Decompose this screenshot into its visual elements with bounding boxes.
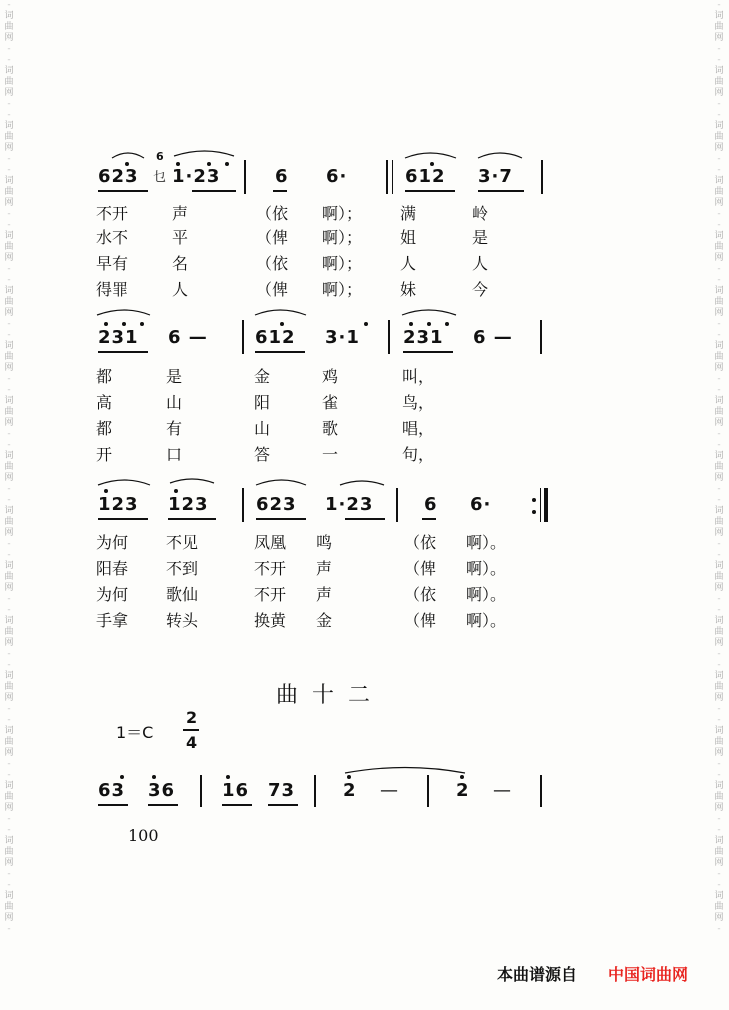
watermark-char: 曲	[4, 77, 14, 87]
lyric-word: （俾	[256, 228, 289, 247]
lyric-word: 为何	[96, 585, 129, 604]
watermark-char: 网	[714, 583, 724, 593]
underline	[405, 190, 455, 192]
lyric-word: 转头	[166, 611, 199, 630]
watermark-char: 词	[714, 726, 724, 736]
watermark-char: 词	[4, 341, 14, 351]
watermark-char: 曲	[714, 132, 724, 142]
watermark-char: 网	[714, 88, 724, 98]
watermark-char: 词	[4, 616, 14, 626]
lyric-word: 人	[172, 280, 189, 299]
watermark-char: 词	[4, 286, 14, 296]
underline	[98, 190, 148, 192]
watermark-char: 词	[4, 231, 14, 241]
lyric-word: 啊）；	[322, 228, 363, 247]
lyric-word: 鸡	[322, 367, 339, 386]
watermark-char: 词	[714, 231, 724, 241]
underline	[273, 190, 287, 192]
watermark-char: 词	[714, 561, 724, 571]
watermark-char: 词	[714, 671, 724, 681]
lyric-word: 水不	[96, 228, 129, 247]
note: 2	[343, 780, 357, 801]
lyric-word: 名	[172, 254, 189, 273]
watermark-char: 词	[4, 176, 14, 186]
key-signature: 1＝C	[116, 723, 154, 742]
slur	[256, 480, 306, 485]
page-number: 100	[128, 826, 159, 845]
barline	[244, 160, 246, 194]
lyric-word: 唱，	[402, 419, 435, 438]
watermark-char: 网	[4, 528, 14, 538]
underline	[98, 518, 148, 520]
lyric-word: （依	[404, 533, 437, 552]
watermark-char: 曲	[4, 902, 14, 912]
lyric-word: 声	[316, 585, 333, 604]
watermark-char: 词	[714, 836, 724, 846]
watermark-char: 网	[4, 748, 14, 758]
watermark-char: 网	[714, 803, 724, 813]
lyric-word: 妹	[400, 280, 417, 299]
watermark-char: 网	[714, 143, 724, 153]
time-signature-line	[183, 729, 199, 731]
watermark-char: 词	[714, 891, 724, 901]
lyric-word: 都	[96, 419, 113, 438]
lyric-word: 啊）。	[466, 585, 507, 604]
watermark-char: 网	[714, 253, 724, 263]
watermark-char: 网	[4, 33, 14, 43]
lyric-word: 阳	[254, 393, 271, 412]
barline	[540, 775, 542, 807]
dash: —	[380, 780, 399, 801]
watermark-char: 曲	[4, 187, 14, 197]
barline	[427, 775, 429, 807]
watermark-char: 曲	[4, 242, 14, 252]
note-group: 63	[98, 780, 126, 801]
repeat-dot	[532, 498, 536, 502]
lyric-word: 得罪	[96, 280, 129, 299]
lyric-word: 高	[96, 393, 113, 412]
lyric-word: 人	[472, 254, 489, 273]
watermark-char: 曲	[4, 22, 14, 32]
watermark-char: 曲	[714, 737, 724, 747]
watermark-char: 词	[4, 561, 14, 571]
watermark-char: 词	[714, 396, 724, 406]
note-group: 612	[405, 166, 446, 187]
lyric-word: 不见	[166, 533, 199, 552]
time-signature-bottom: 4	[186, 733, 198, 752]
note-group: 36	[148, 780, 176, 801]
watermark-char: 词	[4, 836, 14, 846]
watermark-char: 曲	[714, 682, 724, 692]
ornament-mark: 乜	[153, 170, 167, 185]
slur	[405, 153, 456, 158]
watermark-char: 网	[4, 363, 14, 373]
watermark-char: 曲	[714, 22, 724, 32]
watermark-char: 词	[714, 11, 724, 21]
slur	[345, 768, 465, 774]
underline	[192, 190, 236, 192]
barline	[242, 488, 244, 522]
lyric-word: （依	[256, 254, 289, 273]
watermark-char: 曲	[4, 352, 14, 362]
watermark-char: 词	[4, 891, 14, 901]
note-group: 3·7	[478, 166, 513, 187]
note-group: 1·23	[325, 494, 374, 515]
lyric-word: 啊）；	[322, 280, 363, 299]
watermark-char: 网	[4, 88, 14, 98]
lyric-word: （依	[256, 204, 289, 223]
watermark-char: 词	[4, 396, 14, 406]
note-group: 623	[256, 494, 297, 515]
slur	[97, 310, 150, 315]
source-site-link[interactable]: 中国词曲网	[608, 965, 689, 984]
note: 2	[456, 780, 470, 801]
lyric-word: 阳春	[96, 559, 129, 578]
lyric-word: 是	[166, 367, 183, 386]
lyric-word: 凤凰	[254, 533, 287, 552]
lyric-word: 句，	[402, 445, 435, 464]
underline	[268, 804, 298, 806]
underline	[403, 351, 453, 353]
underline	[422, 518, 436, 520]
lyric-word: 鸟，	[402, 393, 435, 412]
watermark-char: 曲	[4, 792, 14, 802]
watermark-char: 网	[714, 198, 724, 208]
watermark-char: 词	[714, 506, 724, 516]
watermark-char: 曲	[4, 737, 14, 747]
repeat-barline	[540, 488, 541, 522]
note-group: 3·1	[325, 327, 360, 348]
barline	[242, 320, 244, 354]
lyric-word: 声	[172, 204, 189, 223]
watermark-char: 曲	[714, 187, 724, 197]
watermark-char: 网	[714, 418, 724, 428]
watermark-char: 词	[714, 176, 724, 186]
lyric-word: 啊）；	[322, 254, 363, 273]
watermark-char: 词	[4, 11, 14, 21]
song-title: 曲十二	[276, 683, 385, 708]
lyric-word: 手拿	[96, 611, 129, 630]
watermark-char: 网	[714, 913, 724, 923]
watermark-char: 曲	[714, 517, 724, 527]
slur	[478, 153, 522, 158]
watermark-char: 曲	[4, 572, 14, 582]
slur	[402, 310, 456, 315]
watermark-char: 曲	[4, 847, 14, 857]
lyric-word: 人	[400, 254, 417, 273]
watermark-char: 曲	[4, 462, 14, 472]
source-label: 本曲谱源自	[497, 965, 578, 984]
lyric-word: 金	[316, 611, 333, 630]
watermark-char: 曲	[714, 297, 724, 307]
lyric-word: 平	[172, 228, 189, 247]
watermark-char: 网	[4, 198, 14, 208]
watermark-char: 曲	[714, 462, 724, 472]
note-group: 231	[403, 327, 444, 348]
note-group: 6 —	[473, 327, 513, 348]
lyric-word: 早有	[96, 254, 129, 273]
lyric-word: 姐	[400, 228, 417, 247]
barline	[540, 320, 542, 354]
lyric-word: 为何	[96, 533, 129, 552]
underline	[478, 190, 524, 192]
note-group: 73	[268, 780, 296, 801]
watermark-char: 曲	[714, 352, 724, 362]
watermark-char: 网	[4, 858, 14, 868]
slur	[255, 310, 306, 315]
watermark-char: 曲	[714, 792, 724, 802]
lyric-word: （俾	[404, 559, 437, 578]
watermark-char: 词	[714, 616, 724, 626]
watermark-char: 网	[714, 528, 724, 538]
slur	[170, 479, 214, 483]
lyric-word: 不到	[166, 559, 199, 578]
lyric-word: 口	[166, 445, 183, 464]
barline	[386, 160, 388, 194]
lyric-word: 山	[166, 393, 183, 412]
watermark-char: 曲	[714, 627, 724, 637]
watermark-char: 网	[714, 473, 724, 483]
watermark-char: 曲	[4, 627, 14, 637]
barline	[388, 320, 390, 354]
underline	[222, 804, 252, 806]
lyric-word: 叫，	[402, 367, 435, 386]
watermark-char: 曲	[4, 407, 14, 417]
dash: —	[493, 780, 512, 801]
barline	[541, 160, 543, 194]
watermark-char: 词	[4, 506, 14, 516]
watermark-char: 词	[4, 66, 14, 76]
watermark-char: 网	[4, 308, 14, 318]
underline	[345, 518, 385, 520]
watermark-char: 词	[4, 671, 14, 681]
slur	[174, 151, 234, 156]
watermark-char: 网	[4, 253, 14, 263]
watermark-char: 词	[714, 341, 724, 351]
lyric-word: 雀	[322, 393, 339, 412]
note-group: 1·23	[172, 166, 221, 187]
watermark-char: 网	[4, 803, 14, 813]
lyric-word: 啊）。	[466, 611, 507, 630]
watermark-char: 网	[714, 638, 724, 648]
lyric-word: 是	[472, 228, 489, 247]
slur	[340, 481, 384, 485]
underline	[256, 518, 306, 520]
underline	[255, 351, 305, 353]
repeat-barline	[544, 488, 548, 522]
lyric-word: 鸣	[316, 533, 333, 552]
left-watermark: - 词 曲 网 - - 词 曲 网 - - 词 曲 网 - - 词 曲 网 - - 词 曲 网 - - 词 曲 网 - - 词 曲 网 - - 词 曲 网 - - 词 曲 网 - - 词 曲 网 - - 词 曲 网 - - 词 曲 网 - - 词 曲 网 - - 词 曲 网 - - 词 曲 网 - - 词 曲 网 - - 词 曲 网 -	[1, 0, 17, 1010]
underline	[98, 804, 128, 806]
note: 6·	[326, 166, 348, 187]
watermark-char: 网	[4, 693, 14, 703]
lyric-word: 啊）；	[322, 204, 363, 223]
watermark-char: 词	[4, 781, 14, 791]
watermark-char: 词	[4, 121, 14, 131]
lyric-word: 有	[166, 419, 183, 438]
lyric-word: 满	[400, 204, 417, 223]
slur	[98, 480, 150, 485]
lyric-word: 今	[472, 280, 489, 299]
slur	[112, 153, 144, 158]
lyric-word: 都	[96, 367, 113, 386]
watermark-char: 曲	[714, 242, 724, 252]
lyric-word: 岭	[472, 204, 489, 223]
watermark-char: 网	[4, 583, 14, 593]
lyric-word: （俾	[256, 280, 289, 299]
lyric-word: 答	[254, 445, 271, 464]
lyric-word: 不开	[254, 585, 287, 604]
lyric-word: 歌	[322, 419, 339, 438]
underline	[168, 518, 216, 520]
watermark-char: 词	[714, 451, 724, 461]
note-group: 6 —	[168, 327, 208, 348]
lyric-word: 山	[254, 419, 271, 438]
lyric-word: （俾	[404, 611, 437, 630]
watermark-char: 网	[4, 418, 14, 428]
watermark-char: 网	[714, 33, 724, 43]
underline	[98, 351, 148, 353]
watermark-char: 网	[714, 858, 724, 868]
watermark-char: 曲	[4, 682, 14, 692]
lyric-word: 换黄	[254, 611, 287, 630]
note-group: 231	[98, 327, 139, 348]
note-group: 123	[98, 494, 139, 515]
lyric-word: 金	[254, 367, 271, 386]
watermark-char: 网	[714, 748, 724, 758]
grace-note: 6	[156, 150, 164, 163]
lyric-word: 开	[96, 445, 113, 464]
lyric-word: 歌仙	[166, 585, 199, 604]
watermark-char: 网	[714, 308, 724, 318]
watermark-char: 词	[4, 726, 14, 736]
time-signature-top: 2	[186, 708, 198, 727]
watermark-char: 网	[4, 638, 14, 648]
watermark-char: 曲	[4, 297, 14, 307]
lyric-word: 啊）。	[466, 533, 507, 552]
watermark-char: 词	[714, 66, 724, 76]
note-group: 123	[168, 494, 209, 515]
barline	[396, 488, 398, 522]
watermark-char: 曲	[714, 407, 724, 417]
watermark-char: 词	[4, 451, 14, 461]
barline	[200, 775, 202, 807]
barline	[392, 160, 393, 194]
underline	[148, 804, 178, 806]
watermark-char: 曲	[714, 847, 724, 857]
lyric-word: （依	[404, 585, 437, 604]
watermark-char: 曲	[4, 132, 14, 142]
note: 6·	[470, 494, 492, 515]
lyric-word: 不开	[254, 559, 287, 578]
note-group: 623	[98, 166, 139, 187]
note-group: 612	[255, 327, 296, 348]
watermark-char: 网	[4, 473, 14, 483]
barline	[314, 775, 316, 807]
watermark-char: 词	[714, 286, 724, 296]
watermark-char: 网	[4, 913, 14, 923]
watermark-char: 词	[714, 781, 724, 791]
right-watermark: - 词 曲 网 - - 词 曲 网 - - 词 曲 网 - - 词 曲 网 - - 词 曲 网 - - 词 曲 网 - - 词 曲 网 - - 词 曲 网 - - 词 曲 网 - - 词 曲 网 - - 词 曲 网 - - 词 曲 网 - - 词 曲 网 - - 词 曲 网 - - 词 曲 网 - - 词 曲 网 - - 词 曲 网 -	[711, 0, 727, 1010]
watermark-char: 曲	[4, 517, 14, 527]
watermark-char: 网	[714, 363, 724, 373]
lyric-word: 啊）。	[466, 559, 507, 578]
watermark-char: 网	[4, 143, 14, 153]
note: 6	[424, 494, 438, 515]
lyric-word: 声	[316, 559, 333, 578]
note-group: 16	[222, 780, 250, 801]
watermark-char: 词	[714, 121, 724, 131]
watermark-char: 曲	[714, 902, 724, 912]
note: 6	[275, 166, 289, 187]
repeat-dot	[532, 510, 536, 514]
lyric-word: 一	[322, 445, 339, 464]
lyric-word: 不开	[96, 204, 129, 223]
watermark-char: 曲	[714, 572, 724, 582]
watermark-char: 网	[714, 693, 724, 703]
watermark-char: 曲	[714, 77, 724, 87]
